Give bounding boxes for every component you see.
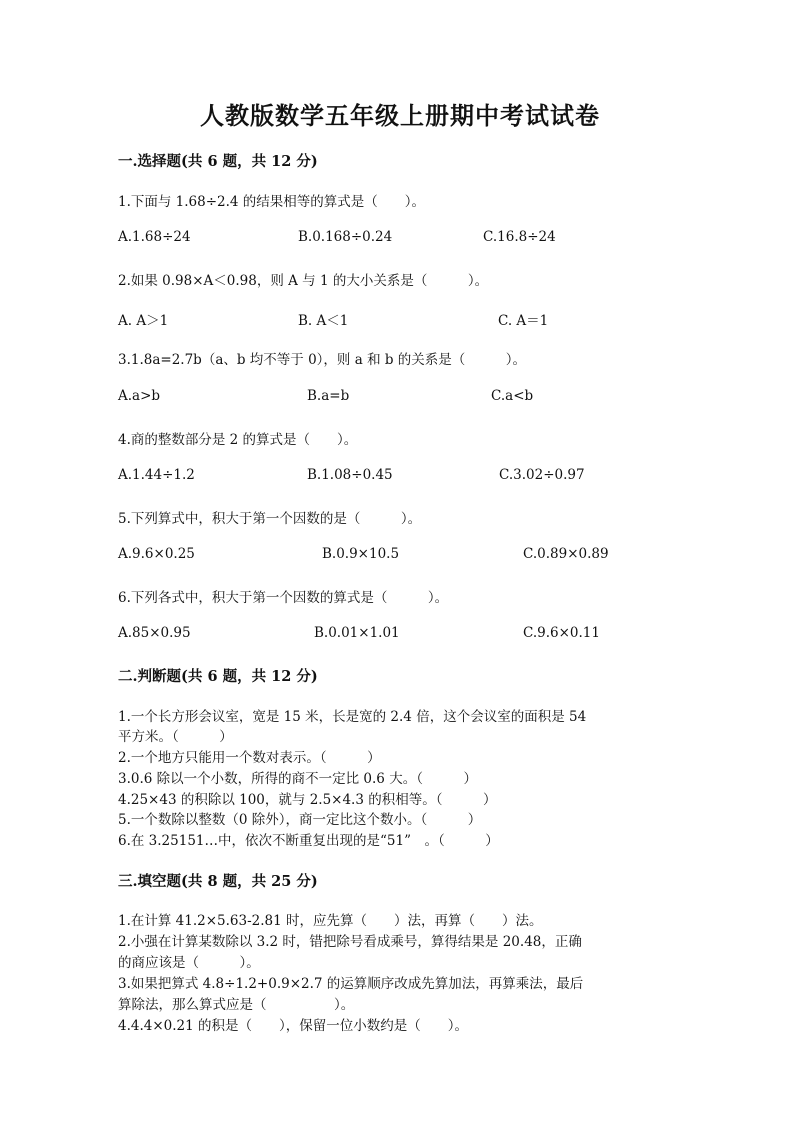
option-a: A.9.6×0.25 — [118, 546, 195, 562]
page-title: 人教版数学五年级上册期中考试试卷 — [200, 101, 600, 130]
judge-line: 平方米。（ ） — [118, 729, 233, 745]
judge-line: 6.在 3.25151…中，依次不断重复出现的是“51” 。（ ） — [118, 833, 499, 849]
option-a: A.1.44÷1.2 — [118, 467, 195, 483]
fill-line: 2.小强在计算某数除以 3.2 时，错把除号看成乘号，算得结果是 20.48，正确 — [118, 934, 582, 950]
option-a: A.a>b — [118, 388, 161, 404]
question-text: 3.1.8a=2.7b（a、b 均不等于 0），则 a 和 b 的关系是（ ）。 — [118, 352, 527, 368]
option-b: B.0.9×10.5 — [322, 546, 400, 562]
section-heading-fill: 三.填空题(共 8 题，共 25 分) — [118, 873, 318, 890]
option-b: B.1.08÷0.45 — [307, 467, 393, 483]
section-heading-judge: 二.判断题(共 6 题，共 12 分) — [118, 668, 318, 685]
option-a: A.1.68÷24 — [118, 229, 191, 245]
option-b: B.a=b — [307, 388, 350, 404]
fill-line: 4.4.4×0.21 的积是（ ），保留一位小数约是（ ）。 — [118, 1018, 469, 1034]
fill-line: 算除法，那么算式应是（ ）。 — [118, 997, 355, 1013]
option-a: A.85×0.95 — [118, 625, 191, 641]
option-b: B. A＜1 — [298, 313, 349, 329]
option-c: C.9.6×0.11 — [523, 625, 600, 641]
fill-line: 的商应该是（ ）。 — [118, 955, 260, 971]
option-c: C.16.8÷24 — [483, 229, 556, 245]
judge-line: 2.一个地方只能用一个数对表示。（ ） — [118, 750, 381, 766]
question-text: 2.如果 0.98×A＜0.98，则 A 与 1 的大小关系是（ ）。 — [118, 273, 489, 289]
fill-line: 1.在计算 41.2×5.63-2.81 时，应先算（ ）法，再算（ ）法。 — [118, 913, 543, 929]
judge-line: 5.一个数除以整数（0 除外），商一定比这个数小。（ ） — [118, 812, 482, 828]
fill-line: 3.如果把算式 4.8÷1.2+0.9×2.7 的运算顺序改成先算加法，再算乘法，最后 — [118, 976, 584, 992]
option-c: C.a<b — [491, 388, 534, 404]
judge-line: 1.一个长方形会议室，宽是 15 米，长是宽的 2.4 倍，这个会议室的面积是 54 — [118, 709, 587, 725]
option-a: A. A＞1 — [118, 313, 169, 329]
option-c: C.0.89×0.89 — [523, 546, 609, 562]
option-b: B.0.168÷0.24 — [298, 229, 393, 245]
question-text: 1.下面与 1.68÷2.4 的结果相等的算式是（ ）。 — [118, 194, 426, 210]
question-text: 6.下列各式中，积大于第一个因数的算式是（ ）。 — [118, 590, 449, 606]
option-b: B.0.01×1.01 — [314, 625, 400, 641]
option-c: C.3.02÷0.97 — [499, 467, 585, 483]
section-heading-choice: 一.选择题(共 6 题，共 12 分) — [118, 153, 318, 170]
option-c: C. A＝1 — [498, 313, 549, 329]
question-text: 5.下列算式中，积大于第一个因数的是（ ）。 — [118, 511, 422, 527]
judge-line: 4.25×43 的积除以 100，就与 2.5×4.3 的积相等。（ ） — [118, 792, 497, 808]
question-text: 4.商的整数部分是 2 的算式是（ ）。 — [118, 432, 358, 448]
judge-line: 3.0.6 除以一个小数，所得的商不一定比 0.6 大。（ ） — [118, 771, 477, 787]
